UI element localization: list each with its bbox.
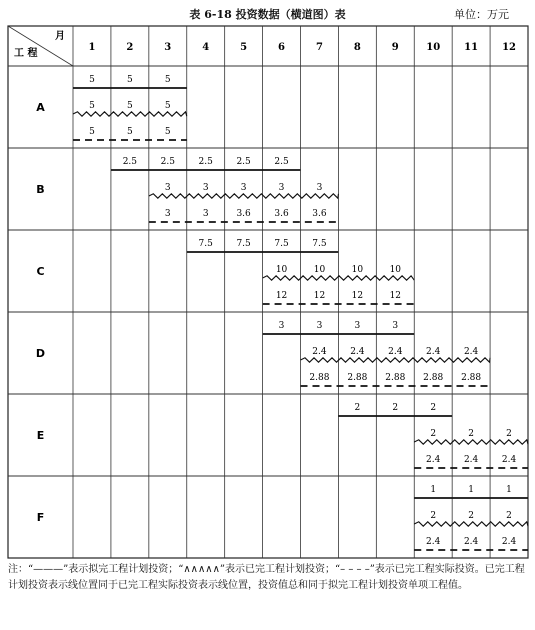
cell-value: 3	[164, 209, 171, 219]
cell-value: 12	[313, 291, 326, 301]
cell-value: 3	[202, 183, 209, 193]
cell-value: 2.5	[198, 157, 213, 167]
header-month-label: 月	[55, 31, 65, 42]
cell-value: 2.5	[274, 157, 289, 167]
cell-value: 2.4	[463, 455, 479, 465]
cell-value: 3	[278, 183, 285, 193]
month-header: 9	[391, 42, 399, 53]
cell-value: 3	[240, 183, 247, 193]
cell-value: 2	[468, 511, 474, 521]
cell-value: 3	[316, 183, 323, 193]
month-header: 12	[502, 42, 517, 53]
cell-value: 2.4	[426, 537, 441, 547]
cell-value: 5	[89, 75, 95, 85]
cell-value: 2	[430, 511, 437, 521]
cell-value: 1	[468, 485, 474, 495]
cell-value: 3	[164, 183, 171, 193]
cell-value: 2.4	[426, 347, 441, 357]
cell-value: 5	[127, 75, 133, 85]
cell-value: 2.5	[160, 157, 175, 167]
cell-value: 2.4	[312, 347, 327, 357]
table-border	[8, 26, 528, 558]
cell-value: 7.5	[274, 239, 289, 249]
cell-value: 12	[389, 291, 402, 301]
cell-value: 2.4	[501, 455, 517, 465]
cell-value: 5	[127, 127, 133, 137]
cell-value: 2.4	[350, 347, 365, 357]
completed-planned-line	[149, 194, 339, 198]
project-name-D: D	[35, 347, 46, 360]
cell-value: 2.4	[426, 455, 441, 465]
cell-value: 10	[389, 265, 402, 275]
completed-planned-line	[301, 358, 491, 362]
unit-label: 单位：万元	[454, 8, 509, 21]
cell-value: 2.4	[388, 347, 403, 357]
cell-value: 2.88	[423, 373, 444, 383]
cell-value: 2	[430, 429, 437, 439]
month-header: 8	[353, 42, 361, 53]
cell-value: 2	[468, 429, 474, 439]
cell-value: 3	[354, 321, 361, 331]
cell-value: 7.5	[198, 239, 213, 249]
cell-value: 2	[506, 511, 512, 521]
cell-value: 5	[164, 75, 171, 85]
cell-value: 2	[392, 403, 399, 413]
cell-value: 2.88	[461, 373, 482, 383]
cell-value: 2.88	[347, 373, 368, 383]
cell-value: 2.4	[463, 537, 479, 547]
month-header: 3	[164, 42, 172, 53]
cell-value: 5	[164, 127, 171, 137]
cell-value: 3.6	[236, 209, 251, 219]
cell-value: 1	[506, 485, 512, 495]
month-header: 10	[426, 42, 441, 53]
cell-value: 3.6	[274, 209, 289, 219]
project-name-C: C	[36, 265, 45, 278]
cell-value: 12	[275, 291, 288, 301]
cell-value: 3.6	[312, 209, 327, 219]
cell-value: 2.88	[309, 373, 330, 383]
month-header: 7	[315, 42, 323, 53]
cell-value: 3	[202, 209, 209, 219]
cell-value: 2	[354, 403, 361, 413]
cell-value: 5	[127, 101, 133, 111]
legend-note: 注：“———”表示拟完工程计划投资；“∧∧∧∧∧”表示已完工程计划投资；“– – – –”表示已完工程实际投资。已完工程计划投资表示线位置同于已完工程实际投资表示线位置，投资值总和同于拟完工程计划投资单项工程值。	[8, 564, 525, 591]
project-name-A: A	[36, 101, 45, 114]
cell-value: 3	[392, 321, 399, 331]
project-name-E: E	[36, 429, 45, 442]
cell-value: 2.4	[501, 537, 517, 547]
month-header: 2	[126, 42, 134, 53]
month-header: 1	[88, 42, 96, 53]
completed-planned-line	[73, 112, 187, 116]
month-header: 5	[240, 42, 248, 53]
cell-value: 5	[89, 101, 95, 111]
completed-planned-line	[414, 522, 528, 526]
project-name-F: F	[36, 511, 45, 524]
cell-value: 2	[506, 429, 512, 439]
cell-value: 2.5	[236, 157, 251, 167]
cell-value: 7.5	[236, 239, 251, 249]
cell-value: 2.88	[385, 373, 406, 383]
header-project-label: 工 程	[14, 48, 38, 59]
cell-value: 10	[313, 265, 326, 275]
cell-value: 5	[164, 101, 171, 111]
cell-value: 2.5	[122, 157, 138, 167]
cell-value: 1	[430, 485, 437, 495]
cell-value: 10	[275, 265, 288, 275]
cell-value: 2.4	[463, 347, 479, 357]
cell-value: 2	[430, 403, 437, 413]
cell-value: 10	[351, 265, 364, 275]
table-title: 表 6-18 投资数据（横道图）表	[189, 8, 346, 21]
cell-value: 7.5	[312, 239, 327, 249]
month-header: 6	[278, 42, 286, 53]
completed-planned-line	[414, 440, 528, 444]
month-header: 11	[464, 42, 479, 53]
cell-value: 5	[89, 127, 95, 137]
cell-value: 12	[351, 291, 364, 301]
cell-value: 3	[316, 321, 323, 331]
project-name-B: B	[36, 183, 45, 196]
month-header: 4	[202, 42, 210, 53]
cell-value: 3	[278, 321, 285, 331]
